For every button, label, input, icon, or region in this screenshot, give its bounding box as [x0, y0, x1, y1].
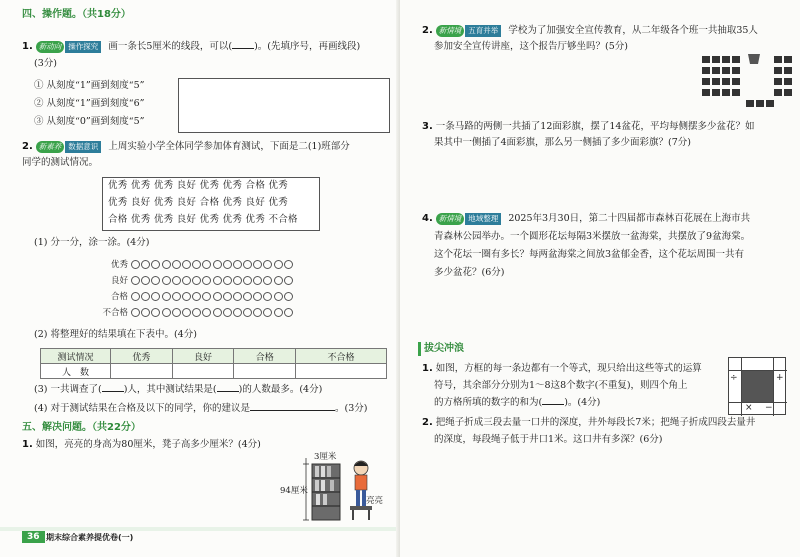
shade-circle[interactable] — [202, 276, 211, 285]
q1-line — [22, 40, 360, 54]
q2-result-grid — [102, 177, 320, 231]
q2-sub3-a: (3) 一共调查了( — [34, 384, 102, 395]
shade-circle[interactable] — [223, 292, 232, 301]
shade-circle[interactable] — [192, 308, 201, 317]
shade-circle[interactable] — [151, 276, 160, 285]
q2-sub3-c: )的人数最多。(4分) — [238, 384, 323, 395]
seat-icon — [702, 56, 710, 63]
q1-blank[interactable] — [232, 48, 254, 49]
r-q4-tag2: 地域整理 — [465, 213, 501, 225]
seat-icon — [784, 78, 792, 85]
shade-circle[interactable] — [141, 260, 150, 269]
shade-circle[interactable] — [223, 260, 232, 269]
shade-circle[interactable] — [172, 292, 181, 301]
shade-circle[interactable] — [233, 260, 242, 269]
r-q2-line1 — [422, 24, 758, 38]
shade-circle[interactable] — [274, 276, 283, 285]
seat-icon — [774, 78, 782, 85]
q1-tag: 新动向 — [36, 41, 65, 53]
seat-icon — [732, 89, 740, 96]
circle-row-pass — [98, 290, 294, 306]
seat-icon — [712, 89, 720, 96]
q5-1-number: 1. — [22, 439, 33, 450]
circle-label-pass: 合格 — [110, 292, 128, 302]
label-3cm: 3厘米 — [314, 452, 337, 462]
shade-circle[interactable] — [182, 260, 191, 269]
seat-icon — [732, 78, 740, 85]
r-q4-text4: 多少盆花？(6分) — [434, 267, 505, 278]
q2-text2: 同学的测试情况。 — [22, 157, 99, 168]
table-row-label: 人 数 — [41, 364, 111, 379]
seat-icon — [774, 89, 782, 96]
shade-circle[interactable] — [202, 308, 211, 317]
shade-circle[interactable] — [243, 260, 252, 269]
r-q4-text1: 2025年3月30日，第二十四届都市森林百花展在上海市共 — [508, 213, 751, 224]
b1-number: 1. — [422, 363, 433, 374]
circle-label-excellent: 优秀 — [110, 260, 128, 270]
seat-icon — [702, 89, 710, 96]
seat-icon — [722, 78, 730, 85]
q2-sub4 — [34, 403, 367, 416]
b1-blank[interactable] — [542, 404, 564, 405]
shade-circle[interactable] — [274, 260, 283, 269]
seat-icon — [784, 56, 792, 63]
seat-icon — [774, 67, 782, 74]
shade-circle[interactable] — [213, 276, 222, 285]
table-cell[interactable] — [172, 364, 234, 379]
r-q3-text1: 一条马路的两侧一共插了12面彩旗，摆了14盆花，平均每侧摆多少盆花？如 — [435, 121, 755, 132]
op-minus: − — [765, 403, 773, 413]
shade-circle[interactable] — [131, 276, 140, 285]
r-q3-text2: 果其中一侧插了4面彩旗，那么另一侧插了多少面彩旗？(7分) — [434, 137, 692, 148]
circles[interactable] — [131, 259, 294, 270]
op-divide: ÷ — [730, 373, 738, 383]
seat-icon — [732, 56, 740, 63]
shade-circle[interactable] — [243, 308, 252, 317]
shade-circle[interactable] — [233, 308, 242, 317]
shade-circle[interactable] — [151, 308, 160, 317]
seat-icon — [712, 67, 720, 74]
square-puzzle — [728, 357, 786, 415]
shade-circle[interactable] — [274, 308, 283, 317]
shade-circle[interactable] — [233, 292, 242, 301]
table-cell[interactable] — [111, 364, 173, 379]
shade-circle[interactable] — [192, 292, 201, 301]
r-q2-tag2: 五育并举 — [465, 25, 501, 37]
b1-text1: 如图，方框的每一条边都有一个等式，现只给出这些等式的运算 — [435, 363, 702, 374]
shade-circle[interactable] — [192, 260, 201, 269]
b1-text2: 符号，其余部分分别为1～8这8个数字(不重复)，则四个角上 — [434, 380, 688, 391]
b2-line1 — [422, 416, 755, 430]
shade-circle[interactable] — [162, 276, 171, 285]
shade-circle[interactable] — [172, 276, 181, 285]
shade-circle[interactable] — [141, 276, 150, 285]
label-liangliang: 亮亮 — [366, 496, 384, 506]
page-number: 36 — [22, 531, 45, 543]
r-q2-text1: 学校为了加强安全宣传教育，从二年级各个班一共抽取35人 — [508, 25, 758, 36]
auditorium-seats-illustration — [700, 50, 792, 112]
grid-row-1: 优秀 优秀 优秀 良好 优秀 优秀 合格 优秀 — [108, 180, 289, 191]
q2-sub4-score: 。(3分) — [334, 403, 368, 414]
q1-tag2: 操作探究 — [65, 41, 101, 53]
table-row — [41, 364, 387, 379]
shade-circle[interactable] — [284, 260, 293, 269]
shade-circle[interactable] — [172, 260, 181, 269]
q1-drawing-box[interactable] — [178, 78, 390, 133]
shade-circle[interactable] — [253, 276, 262, 285]
table-header: 不合格 — [296, 349, 387, 364]
shade-circle[interactable] — [253, 260, 262, 269]
q5-1-text: 如图，亮亮的身高为80厘米，凳子高多少厘米？(4分) — [35, 439, 261, 450]
shade-circle[interactable] — [141, 292, 150, 301]
q1-number: 1. — [22, 41, 33, 52]
r-q4-number: 4. — [422, 213, 433, 224]
q5-1-line — [22, 438, 261, 452]
q2-number: 2. — [22, 141, 33, 152]
b2-text1: 把绳子折成三段去量一口井的深度，井外每段长7米；把绳子折成四段去量井 — [435, 417, 756, 428]
seat-icon — [722, 56, 730, 63]
shade-circle[interactable] — [284, 308, 293, 317]
shade-circle[interactable] — [243, 292, 252, 301]
seat-icon — [774, 56, 782, 63]
seat-icon — [746, 100, 754, 107]
grid-row-2: 优秀 良好 优秀 良好 合格 优秀 良好 优秀 — [108, 197, 289, 208]
b1-text3b: )。(4分) — [564, 397, 601, 408]
q2-sub2: (2) 将整理好的结果填在下表中。(4分) — [34, 329, 197, 340]
r-q4-text2: 青森林公园举办。一个圆形花坛每隔3米摆放一盆海棠，共摆放了9盆海棠。 — [434, 231, 751, 242]
footer-bar — [0, 527, 400, 531]
seat-icon — [702, 78, 710, 85]
q2-tag: 新素养 — [36, 141, 65, 153]
r-q3-line1 — [422, 120, 754, 134]
q1-option-1[interactable]: ① 从刻度“1”画到刻度“5” — [34, 80, 145, 91]
q1-option-2[interactable]: ② 从刻度“1”画到刻度“6” — [34, 98, 145, 109]
grid-row-3: 合格 优秀 优秀 良好 优秀 优秀 优秀 不合格 — [108, 214, 298, 225]
shade-circle[interactable] — [202, 260, 211, 269]
r-q2-number: 2. — [422, 25, 433, 36]
shade-circle[interactable] — [192, 276, 201, 285]
seat-icon — [732, 67, 740, 74]
seat-icon — [766, 100, 774, 107]
circles[interactable] — [131, 291, 294, 302]
q2-sub4-text: (4) 对于测试结果在合格及以下的同学，你的建议是 — [34, 403, 250, 414]
shade-circle[interactable] — [284, 276, 293, 285]
q2-sub3-blank2[interactable] — [217, 391, 239, 392]
table-header: 合格 — [234, 349, 296, 364]
seat-icon — [756, 100, 764, 107]
shade-circle[interactable] — [162, 308, 171, 317]
seat-icon — [784, 67, 792, 74]
b2-number: 2. — [422, 417, 433, 428]
section-5-title: 五、解决问题。（共22分） — [22, 422, 141, 433]
shade-circle[interactable] — [274, 292, 283, 301]
shade-circle[interactable] — [213, 292, 222, 301]
circle-row-fail — [98, 306, 294, 322]
shade-circle[interactable] — [253, 308, 262, 317]
q2-sub3 — [34, 384, 322, 397]
shade-circle[interactable] — [182, 292, 191, 301]
podium — [748, 54, 760, 64]
table-header: 良好 — [172, 349, 234, 364]
footer-title: 期末综合素养提优卷(一) — [46, 533, 134, 542]
q2-sub1: (1) 分一分，涂一涂。(4分) — [34, 237, 150, 248]
q2-sub4-blank[interactable] — [250, 410, 335, 411]
shade-circle[interactable] — [223, 276, 232, 285]
shade-circle[interactable] — [263, 308, 272, 317]
b1-line3 — [434, 397, 600, 410]
circles[interactable] — [131, 275, 294, 286]
circles[interactable] — [131, 307, 294, 318]
shade-circle[interactable] — [202, 292, 211, 301]
circle-label-good: 良好 — [110, 276, 128, 286]
shade-circle[interactable] — [131, 308, 140, 317]
q1-score: (3分) — [34, 58, 57, 69]
q2-sub3-b: )人，其中测试结果是( — [123, 384, 217, 395]
shade-circle[interactable] — [162, 260, 171, 269]
shade-circle[interactable] — [151, 260, 160, 269]
seat-icon — [722, 89, 730, 96]
q2-tag2: 数据意识 — [65, 141, 101, 153]
shade-circle[interactable] — [233, 276, 242, 285]
seat-icon — [712, 78, 720, 85]
b2-text2: 的深度，每段绳子低于井口1米。这口井有多深？(6分) — [434, 434, 663, 445]
label-94cm: 94厘米 — [280, 486, 308, 496]
table-cell[interactable] — [234, 364, 296, 379]
right-page — [400, 0, 800, 557]
shade-circle[interactable] — [243, 276, 252, 285]
shade-circle[interactable] — [223, 308, 232, 317]
seat-icon — [702, 67, 710, 74]
q2-line1 — [22, 140, 350, 154]
shade-circle[interactable] — [131, 292, 140, 301]
r-q4-text3: 这个花坛一圈有多长？每两盆海棠之间放3盆郁金香，这个花坛周围一共有 — [434, 249, 745, 260]
op-plus: + — [776, 373, 784, 383]
shade-circle[interactable] — [263, 276, 272, 285]
q2-sub3-blank1[interactable] — [102, 391, 124, 392]
r-q2-text2: 参加安全宣传讲座，这个报告厅够坐吗？(5分) — [434, 41, 628, 52]
r-q3-number: 3. — [422, 121, 433, 132]
shade-circle[interactable] — [141, 308, 150, 317]
q2-result-table — [40, 348, 387, 379]
circle-row-excellent — [98, 258, 294, 274]
shade-circle[interactable] — [182, 308, 191, 317]
shade-circle[interactable] — [284, 292, 293, 301]
circle-row-good — [98, 274, 294, 290]
table-header: 优秀 — [111, 349, 173, 364]
shade-circle[interactable] — [213, 260, 222, 269]
shade-circle[interactable] — [131, 260, 140, 269]
shade-circle[interactable] — [263, 292, 272, 301]
seat-grid — [702, 56, 792, 107]
shade-circle[interactable] — [182, 276, 191, 285]
seat-icon — [722, 67, 730, 74]
circle-chart — [98, 258, 294, 322]
b1-line1 — [422, 362, 702, 376]
challenge-title: 拔尖冲浪 — [418, 342, 464, 356]
q1-option-3[interactable]: ③ 从刻度“0”画到刻度“5” — [34, 116, 145, 127]
r-q2-tag: 新情境 — [436, 25, 465, 37]
q1-text-after: )。(先填序号，再画线段) — [254, 41, 361, 52]
table-header-row — [41, 349, 387, 364]
puzzle-center — [741, 370, 773, 402]
table-header: 测试情况 — [41, 349, 111, 364]
q1-text: 画一条长5厘米的线段，可以( — [108, 41, 233, 52]
seat-icon — [784, 89, 792, 96]
r-q4-line1 — [422, 212, 750, 226]
shade-circle[interactable] — [162, 292, 171, 301]
r-q4-tag: 新情境 — [436, 213, 465, 225]
shade-circle[interactable] — [151, 292, 160, 301]
q2-text1: 上周实验小学全体同学参加体育测试，下面是二(1)班部分 — [108, 141, 350, 152]
shade-circle[interactable] — [253, 292, 262, 301]
shade-circle[interactable] — [172, 308, 181, 317]
seat-icon — [712, 56, 720, 63]
op-times: × — [745, 403, 753, 413]
shade-circle[interactable] — [263, 260, 272, 269]
shade-circle[interactable] — [213, 308, 222, 317]
b1-text3a: 的方格所填的数字的和为( — [434, 397, 543, 408]
circle-label-fail: 不合格 — [102, 308, 128, 318]
table-cell[interactable] — [296, 364, 387, 379]
section-4-title: 四、操作题。（共18分） — [22, 9, 131, 20]
